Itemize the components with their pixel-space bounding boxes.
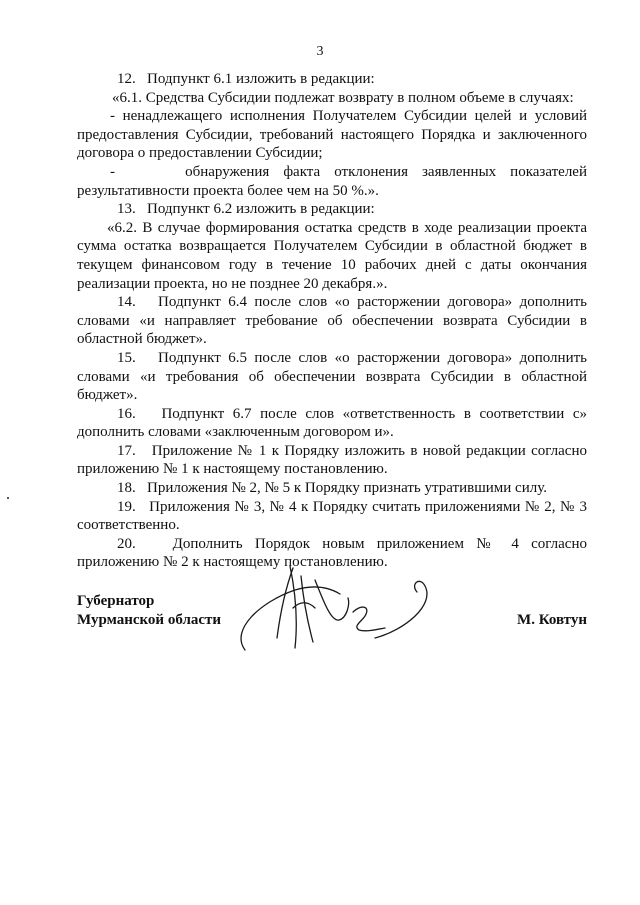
scan-speck <box>7 497 9 499</box>
document-body <box>77 70 587 572</box>
paragraph-item-20: 20. Дополнить Порядок новым приложением № 4 согласно приложению № 2 к настоящему постановлению. <box>77 535 587 571</box>
paragraph-item-17: 17. Приложение № 1 к Порядку изложить в новой редакции согласно приложению № 1 к настоящему постановлению. <box>77 442 587 478</box>
paragraph-item-18: 18. Приложения № 2, № 5 к Порядку признать утратившими силу. <box>117 480 547 497</box>
paragraph-item-15: 15. Подпункт 6.5 после слов «о расторжении договора» дополнить словами «и требования об обеспечении возврата Субсидии в областной бюджет». <box>77 349 587 404</box>
paragraph-item-14: 14. Подпункт 6.4 после слов «о расторжении договора» дополнить словами «и направляет требование об обеспечении возврата Субсидии в областной бюджет». <box>77 294 587 348</box>
paragraph-6-1-quote: «6.1. Средства Субсидии подлежат возврату в полном объеме в случаях: <box>112 89 574 106</box>
paragraph-item-19: 19. Приложения № 3, № 4 к Порядку считать приложениями № 2, № 3 соответственно. <box>77 498 587 534</box>
paragraph-item-13: 13. Подпункт 6.2 изложить в редакции: <box>117 201 375 218</box>
signatory-title-line2: Мурманской области <box>77 612 222 628</box>
signatory-title-line1: Губернатор <box>77 593 155 609</box>
signatory-title <box>77 592 221 630</box>
handwritten-signature <box>235 560 445 660</box>
paragraph-dash-1: - ненадлежащего исполнения Получателем Субсидии целей и условий предоставления Субсидии, требований настоящего Порядка и заключенного договора о предоставлении Субсидии; <box>77 108 587 162</box>
paragraph-6-2-quote: «6.2. В случае формирования остатка средств в ходе реализации проекта сумма остатка возвращается Получателем Субсидии в областной бюджет в текущем финансовом году в течение 10 рабочих дней с даты окончания реализации проекта, но не позднее 20 декабря.». <box>77 219 587 292</box>
paragraph-dash-2: - обнаружения факта отклонения заявленных показателей результативности проекта более чем на 50 %.». <box>77 163 587 199</box>
page-number: 3 <box>316 44 324 59</box>
paragraph-item-12: 12. Подпункт 6.1 изложить в редакции: <box>117 71 375 87</box>
paragraph-item-16: 16. Подпункт 6.7 после слов «ответственность в соответствии с» дополнить словами «заключенным договором и». <box>77 405 587 441</box>
signatory-name: М. Ковтун <box>517 612 587 628</box>
